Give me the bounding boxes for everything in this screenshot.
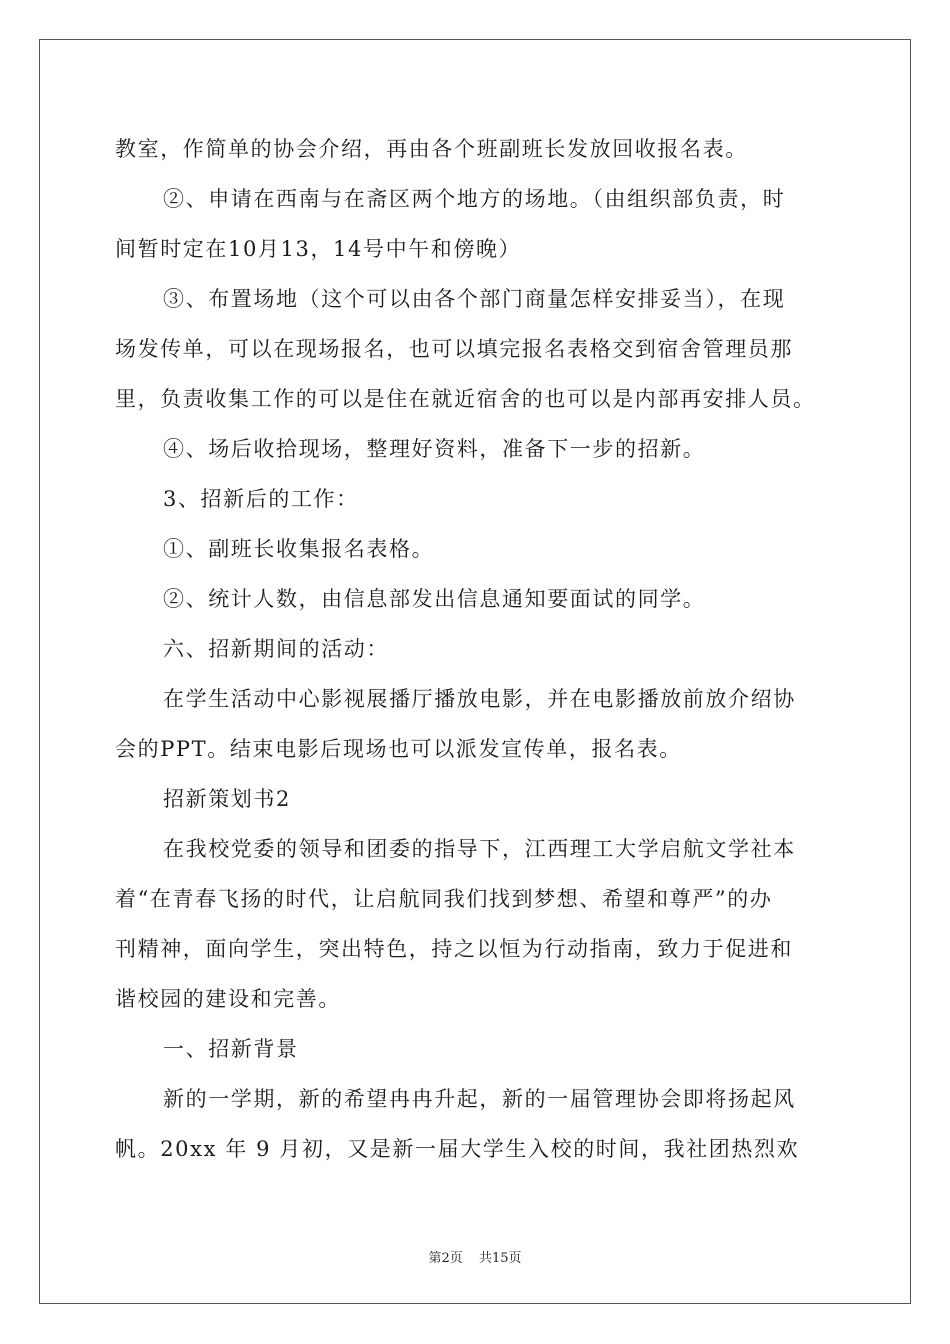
text-line: 场发传单，可以在现场报名，也可以填完报名表格交到宿舍管理员那 bbox=[115, 337, 793, 361]
text-line: 间暂时定在10月13，14号中午和傍晚） bbox=[115, 237, 522, 261]
text-line: ②、申请在西南与在斋区两个地方的场地。（由组织部负责，时 bbox=[163, 187, 786, 211]
text-line: 刊精神，面向学生，突出特色，持之以恒为行动指南，致力于促进和 bbox=[115, 937, 793, 961]
text-line: 帆。20xx 年 9 月初，又是新一届大学生入校的时间，我社团热烈欢 bbox=[115, 1137, 800, 1161]
page-number: 第2页 bbox=[428, 1251, 463, 1266]
text-line: 里，负责收集工作的可以是住在就近宿舍的也可以是内部再安排人员。 bbox=[115, 387, 816, 411]
text-line: 新的一学期，新的希望冉冉升起，新的一届管理协会即将扬起风 bbox=[163, 1087, 796, 1111]
text-line: ③、布置场地（这个可以由各个部门商量怎样安排妥当），在现 bbox=[163, 287, 786, 311]
text-line: 教室，作简单的协会介绍，再由各个班副班长发放回收报名表。 bbox=[115, 137, 748, 161]
text-line: 谐校园的建设和完善。 bbox=[115, 987, 341, 1011]
document-body bbox=[115, 124, 835, 1174]
section-heading: 一、招新背景 bbox=[163, 1037, 299, 1061]
document-subtitle: 招新策划书2 bbox=[163, 787, 291, 811]
text-line: 着“在青春飞扬的时代，让启航同我们找到梦想、希望和尊严”的办 bbox=[115, 887, 773, 911]
text-line: 在学生活动中心影视展播厅播放电影，并在电影播放前放介绍协 bbox=[163, 687, 796, 711]
page-footer bbox=[0, 1247, 950, 1266]
text-line: 在我校党委的领导和团委的指导下，江西理工大学启航文学社本 bbox=[163, 837, 796, 861]
text-line: ②、统计人数，由信息部发出信息通知要面试的同学。 bbox=[163, 587, 706, 611]
section-heading: 六、招新期间的活动： bbox=[163, 637, 389, 661]
text-line: 会的PPT。结束电影后现场也可以派发宣传单，报名表。 bbox=[115, 737, 682, 761]
text-line: ④、场后收拾现场，整理好资料，准备下一步的招新。 bbox=[163, 437, 706, 461]
text-line: ①、副班长收集报名表格。 bbox=[163, 537, 435, 561]
section-heading: 3、招新后的工作： bbox=[163, 487, 359, 511]
page-total: 共15页 bbox=[478, 1251, 522, 1266]
